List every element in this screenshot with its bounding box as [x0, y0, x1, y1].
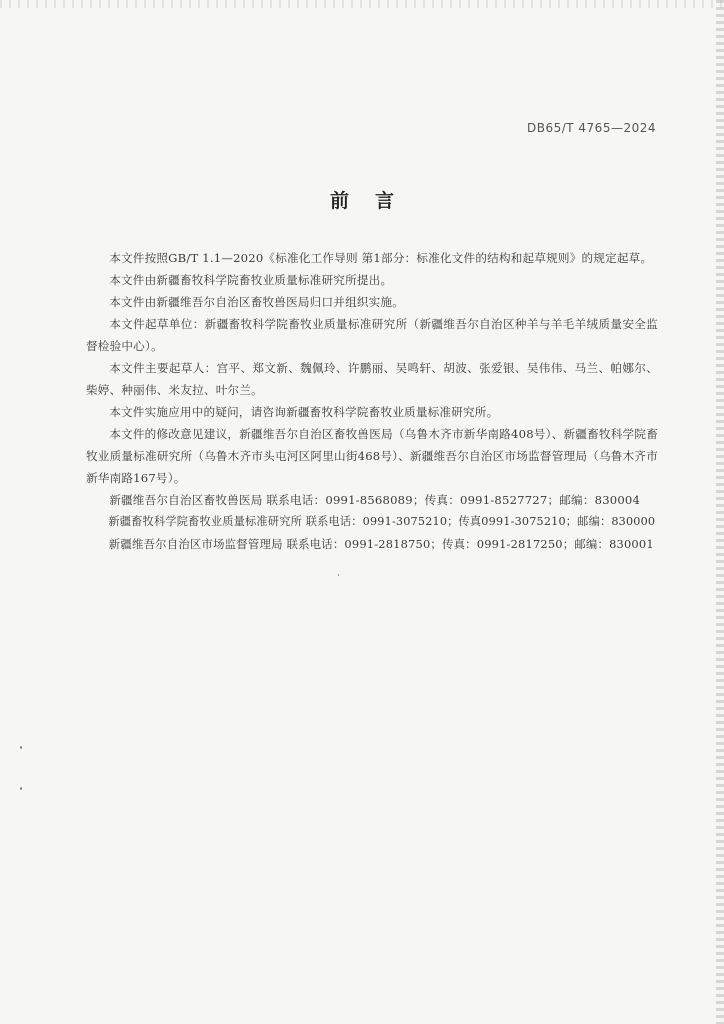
contact-line: 新疆维吾尔自治区市场监督管理局 联系电话：0991-2818750；传真：0991-2817250；邮编：830001 [108, 537, 654, 551]
paragraph-drafting-rules: 本文件按照GB/T 1.1—2020《标准化工作导则 第1部分：标准化文件的结构和起草规则》的规定起草。 [109, 251, 653, 265]
paragraph-feedback: 本文件的修改意见建议，新疆维吾尔自治区畜牧兽医局（乌鲁木齐市新华南路408号）、新疆畜牧科学院畜牧业质量标准研究所（乌鲁木齐市头屯河区阿里山街468号）、新疆维吾尔自治区市场监督管理局（乌鲁木齐市新华南路167号）。 [86, 427, 658, 485]
paragraph-drafters: 本文件主要起草人：宫平、郑文新、魏佩玲、许鹏丽、吴鸣轩、胡波、张爱银、吴伟伟、马兰、帕娜尔、柴婷、种丽伟、米友拉、叶尔兰。 [86, 361, 658, 397]
paragraph-inquiries: 本文件实施应用中的疑问，请咨询新疆畜牧科学院畜牧业质量标准研究所。 [109, 405, 499, 419]
scan-edge-top [0, 0, 724, 8]
paragraph-administrator: 本文件由新疆维吾尔自治区畜牧兽医局归口并组织实施。 [109, 295, 405, 309]
page-title: 前言 [329, 190, 420, 212]
scan-speck [20, 746, 22, 749]
contact-line: 新疆畜牧科学院畜牧业质量标准研究所 联系电话：0991-3075210；传真0991-3075210；邮编：830000 [108, 515, 656, 528]
scan-speck [20, 787, 22, 790]
contact-line: 新疆维吾尔自治区畜牧兽医局 联系电话：0991-8568089；传真：0991-8527727；邮编：830004 [109, 493, 641, 507]
foreword-body [86, 247, 658, 555]
paragraph-proposer: 本文件由新疆畜牧科学院畜牧业质量标准研究所提出。 [109, 273, 393, 287]
scan-edge-right [716, 0, 724, 1024]
paragraph-drafting-unit: 本文件起草单位：新疆畜牧科学院畜牧业质量标准研究所（新疆维吾尔自治区种羊与羊毛羊绒质量安全监督检验中心）。 [86, 317, 658, 353]
scan-speck [338, 574, 339, 576]
document-code: DB65/T 4765—2024 [526, 121, 656, 135]
